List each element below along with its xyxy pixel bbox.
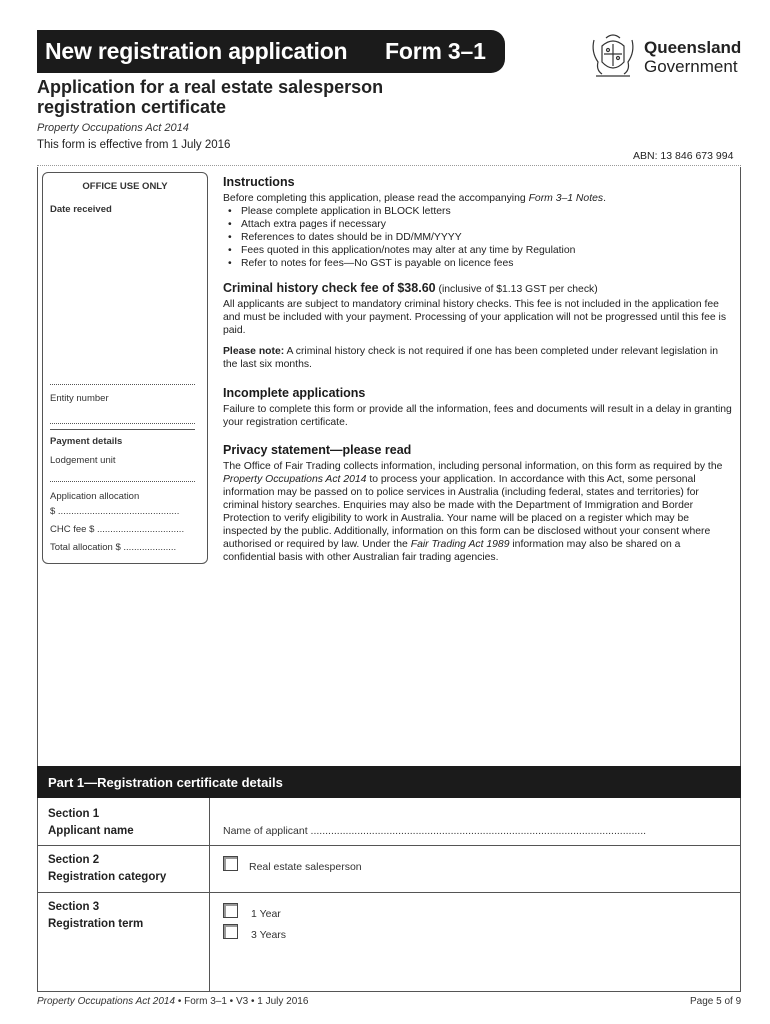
act-name: Property Occupations Act 2014 — [37, 122, 189, 134]
privacy-text-3: information may also be shared on a confidential basis with other Australian fair trading agencies. — [223, 539, 681, 563]
section2-divider — [209, 845, 210, 892]
section2-label — [48, 852, 166, 886]
criminal-history-note — [223, 345, 733, 371]
instructions-list — [223, 205, 733, 270]
lodgement-unit-label: Lodgement unit — [50, 455, 116, 466]
privacy-body — [223, 460, 733, 564]
term-1-year-checkbox[interactable] — [223, 903, 238, 918]
lodgement-unit-line — [50, 481, 195, 482]
incomplete-heading: Incomplete applications — [223, 386, 366, 400]
term-1-year-label: 1 Year — [251, 908, 281, 920]
please-note-label: Please note: — [223, 346, 285, 357]
logo-queensland: Queensland — [644, 38, 742, 57]
section3-title: Registration term — [48, 918, 144, 930]
office-use-heading: OFFICE USE ONLY — [82, 181, 168, 192]
date-received-line — [50, 384, 195, 385]
queensland-government-logo — [588, 32, 748, 80]
section2-number: Section 2 — [48, 854, 100, 866]
footer-reference — [37, 996, 308, 1007]
footer-version: • Form 3–1 • V3 • 1 July 2016 — [175, 996, 309, 1007]
section3-number: Section 3 — [48, 901, 100, 913]
please-note-text: A criminal history check is not required if one has been completed under relevant legislation in the last six months. — [223, 346, 718, 370]
real-estate-salesperson-checkbox[interactable] — [223, 856, 238, 871]
instructions-column — [223, 176, 733, 564]
incomplete-body: Failure to complete this form or provide all the information, fees and documents will result in a delay in granting your registration certificate. — [223, 404, 732, 428]
effective-date: This form is effective from 1 July 2016 — [37, 139, 231, 151]
list-item: • References to dates should be in DD/MM/YYYY — [223, 231, 733, 244]
section3-divider — [209, 892, 210, 992]
section3-label — [48, 899, 143, 933]
instructions-intro-end: . — [603, 193, 606, 204]
chc-fee-label: CHC fee $ ................................. — [50, 524, 185, 535]
privacy-text-1: The Office of Fair Trading collects information, including personal information, on this form as required by the — [223, 461, 723, 472]
payment-details-label: Payment details — [50, 436, 123, 447]
form-number: Form 3–1 — [385, 38, 486, 64]
section-separator — [37, 892, 741, 893]
abn: ABN: 13 846 673 994 — [633, 150, 734, 162]
form-title: New registration application — [45, 38, 348, 64]
part1-heading: Part 1—Registration certificate details — [37, 766, 741, 798]
criminal-history-heading — [223, 282, 733, 296]
form-title-bar — [37, 30, 505, 73]
fair-trading-act-ref: Fair Trading Act 1989 — [410, 539, 510, 550]
office-divider — [50, 429, 195, 430]
office-use-box — [42, 172, 208, 564]
criminal-history-gst-note: (inclusive of $1.13 GST per check) — [438, 284, 598, 295]
application-allocation-amount: $ .............................................. — [50, 506, 180, 517]
criminal-history-body: All applicants are subject to mandatory criminal history checks. This fee is not included in the application fee and must be included with your payment. Processing of your application will not be progressed until this fee is paid. — [223, 299, 727, 336]
instructions-notes-ref: Form 3–1 Notes — [528, 193, 604, 204]
list-item: • Refer to notes for fees—No GST is payable on licence fees — [223, 257, 733, 270]
real-estate-salesperson-label: Real estate salesperson — [249, 861, 362, 873]
header-divider — [37, 165, 741, 166]
privacy-text-2: to process your application. In accordance with this Act, some personal information may be passed on to police services in Australia (including federal, states and territories) for criminal history searches. Enquiries may also be made with the Department of Immigration and Border Protection to verify eligibility to work in Australia. Your name will be placed on a register which may be inspected by the public. Additionally, information on this form can be disclosed without your consent where authorised or required by law. Under the — [223, 474, 711, 550]
instructions-heading: Instructions — [223, 175, 295, 189]
section1-divider — [209, 798, 210, 845]
application-allocation-label: Application allocation — [50, 491, 140, 502]
list-item: • Fees quoted in this application/notes may alter at any time by Regulation — [223, 244, 733, 257]
form-subtitle: Application for a real estate salesperson registration certificate — [37, 77, 384, 117]
privacy-act-ref: Property Occupations Act 2014 — [223, 474, 367, 485]
section1-label — [48, 806, 134, 840]
instructions-intro-text: Before completing this application, please read the accompanying — [223, 193, 529, 204]
entity-number-line — [50, 423, 195, 424]
entity-number-label: Entity number — [50, 393, 109, 404]
criminal-history-title: Criminal history check fee of $38.60 — [223, 281, 436, 295]
instructions-intro — [223, 192, 733, 205]
term-3-years-checkbox[interactable] — [223, 924, 238, 939]
list-item: • Attach extra pages if necessary — [223, 218, 733, 231]
list-item: • Please complete application in BLOCK letters — [223, 205, 733, 218]
section1-title: Applicant name — [48, 825, 134, 837]
privacy-heading: Privacy statement—please read — [223, 443, 412, 457]
section1-number: Section 1 — [48, 808, 100, 820]
total-allocation-label: Total allocation $ .................... — [50, 542, 177, 553]
date-received-label: Date received — [50, 204, 112, 215]
term-3-years-label: 3 Years — [251, 929, 287, 941]
section2-title: Registration category — [48, 871, 167, 883]
section-separator — [37, 845, 741, 846]
applicant-name-field[interactable]: Name of applicant ................................................................................................................... — [223, 825, 647, 837]
footer-act: Property Occupations Act 2014 — [37, 996, 176, 1007]
page-number: Page 5 of 9 — [690, 996, 742, 1007]
logo-government: Government — [644, 57, 738, 76]
coat-of-arms-icon — [588, 32, 638, 80]
